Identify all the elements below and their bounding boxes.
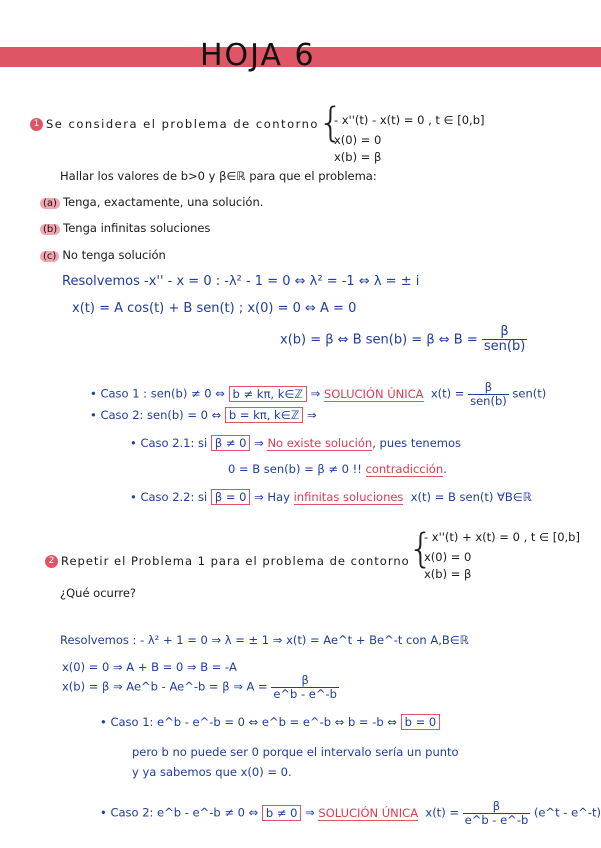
solution-line-2: x(0) = 0 ⇒ A + B = 0 ⇒ B = -A	[62, 660, 237, 674]
denominator: sen(b)	[483, 339, 526, 355]
solution-line-2: x(t) = A cos(t) + B sen(t) ; x(0) = 0 ⇔ A = 0	[72, 301, 357, 316]
option-text: No tenga solución	[62, 248, 166, 262]
p2-case-2	[100, 800, 601, 826]
problem-2-intro	[45, 554, 410, 568]
system-eq-1: - x''(t) + x(t) = 0 , t ∈ [0,b]	[424, 530, 580, 544]
solution-family: x(t) = B sen(t) ∀B∈ℝ	[410, 490, 532, 504]
problem-2-statement: Repetir el Problema 1 para el problema de contorno	[61, 554, 410, 568]
p2-case-1	[100, 715, 440, 729]
solution-rhs: (e^t - e^-t)	[533, 805, 601, 820]
system-eq-3: x(b) = β	[334, 150, 382, 164]
case-text: • Caso 1 : sen(b) ≠ 0 ⇔	[90, 386, 225, 401]
underlined-result: contradicción	[365, 462, 444, 476]
option-c	[40, 248, 166, 262]
system-brace: {	[318, 100, 344, 146]
solution-line-1: Resolvemos : - λ² + 1 = 0 ⇒ λ = ± 1 ⇒ x(t) = Ae^t + Be^-t con A,B∈ℝ	[60, 633, 469, 647]
option-b	[40, 221, 210, 235]
option-a	[40, 195, 263, 209]
fraction	[468, 381, 509, 407]
solution-line-3	[280, 325, 527, 355]
underlined-result: SOLUCIÓN ÚNICA	[318, 805, 419, 820]
boxed-condition: b = kπ, k∈ℤ	[225, 407, 303, 423]
arrow: ⇒	[306, 408, 317, 422]
system-eq-1: - x''(t) - x(t) = 0 , t ∈ [0,b]	[334, 113, 485, 127]
solution-lhs: x(t) =	[425, 805, 459, 820]
fraction	[463, 800, 531, 826]
numerator: β	[463, 800, 531, 814]
problem-number: 2	[45, 555, 58, 568]
problem-1-statement: Se considera el problema de contorno	[46, 117, 319, 131]
case-2-2	[130, 490, 532, 504]
underlined-result: SOLUCIÓN ÚNICA	[323, 386, 424, 401]
solution-line-3	[62, 674, 339, 700]
boxed-condition: β ≠ 0	[211, 435, 251, 451]
solution-line-1: Resolvemos -x'' - x = 0 : -λ² - 1 = 0 ⇔ λ² = -1 ⇔ λ = ± i	[62, 274, 420, 289]
case-1	[90, 381, 546, 407]
problem-number: 1	[30, 118, 43, 131]
fraction	[482, 325, 527, 355]
problem-1-intro	[30, 117, 319, 131]
numerator: β	[468, 381, 509, 395]
boxed-condition: b ≠ kπ, k∈ℤ	[229, 386, 307, 402]
case-text-mid: ⇒ Hay	[254, 490, 290, 504]
arrow: ⇒	[310, 386, 321, 401]
case-text: • Caso 2.2: si	[130, 490, 208, 504]
option-tag: (a)	[40, 198, 60, 209]
underlined-result: infinitas soluciones	[293, 490, 404, 504]
denominator: e^b - e^-b	[273, 686, 337, 701]
case-2	[90, 408, 317, 422]
system-eq-2: x(0) = 0	[334, 133, 382, 147]
underlined-result: No existe solución	[267, 436, 373, 450]
boxed-condition: b ≠ 0	[262, 805, 302, 821]
case-text: • Caso 1: e^b - e^-b = 0 ⇔ e^b = e^-b ⇔ b = -b ⇔	[100, 715, 397, 729]
option-text: Tenga, exactamente, una solución.	[62, 195, 264, 209]
numerator: β	[482, 325, 527, 340]
numerator: β	[271, 674, 339, 688]
equation-text: x(b) = β ⇔ B sen(b) = β ⇔ B =	[280, 332, 478, 348]
system-brace: {	[408, 526, 434, 572]
case-text: • Caso 2.1: si	[130, 436, 208, 450]
option-tag: (b)	[40, 224, 60, 235]
case-2-1-line-2	[228, 462, 447, 476]
question-text: ¿Qué ocurre?	[60, 586, 137, 600]
solution-rhs: sen(t)	[512, 386, 547, 401]
equation-text: x(b) = β ⇒ Ae^b - Ae^-b = β ⇒ A =	[62, 679, 268, 694]
denominator: e^b - e^-b	[464, 812, 529, 827]
case-text: • Caso 2: sen(b) = 0 ⇔	[90, 408, 222, 422]
fraction	[271, 674, 339, 700]
boxed-condition: b = 0	[401, 714, 441, 730]
solution-lhs: x(t) =	[430, 386, 465, 401]
task-text: Hallar los valores de b>0 y β∈ℝ para que el problema:	[60, 169, 377, 183]
arrow: ⇒	[254, 436, 264, 450]
period: .	[443, 462, 447, 476]
option-tag: (c)	[40, 251, 59, 262]
case-text: • Caso 2: e^b - e^-b ≠ 0 ⇔	[100, 805, 259, 820]
equation-text: 0 = B sen(b) = β ≠ 0 !!	[228, 462, 362, 476]
denominator: sen(b)	[470, 393, 507, 408]
system-eq-2: x(0) = 0	[424, 550, 472, 564]
case-2-1	[130, 436, 461, 450]
boxed-condition: β = 0	[211, 489, 251, 505]
case-text-tail: , pues tenemos	[372, 436, 462, 450]
p2-case-1-line-3: y ya sabemos que x(0) = 0.	[132, 765, 292, 779]
arrow: ⇒	[305, 805, 315, 820]
page-title: HOJA 6	[200, 38, 316, 73]
system-eq-3: x(b) = β	[424, 567, 472, 581]
option-text: Tenga infinitas soluciones	[63, 221, 211, 235]
p2-case-1-line-2: pero b no puede ser 0 porque el intervalo sería un punto	[132, 745, 459, 759]
